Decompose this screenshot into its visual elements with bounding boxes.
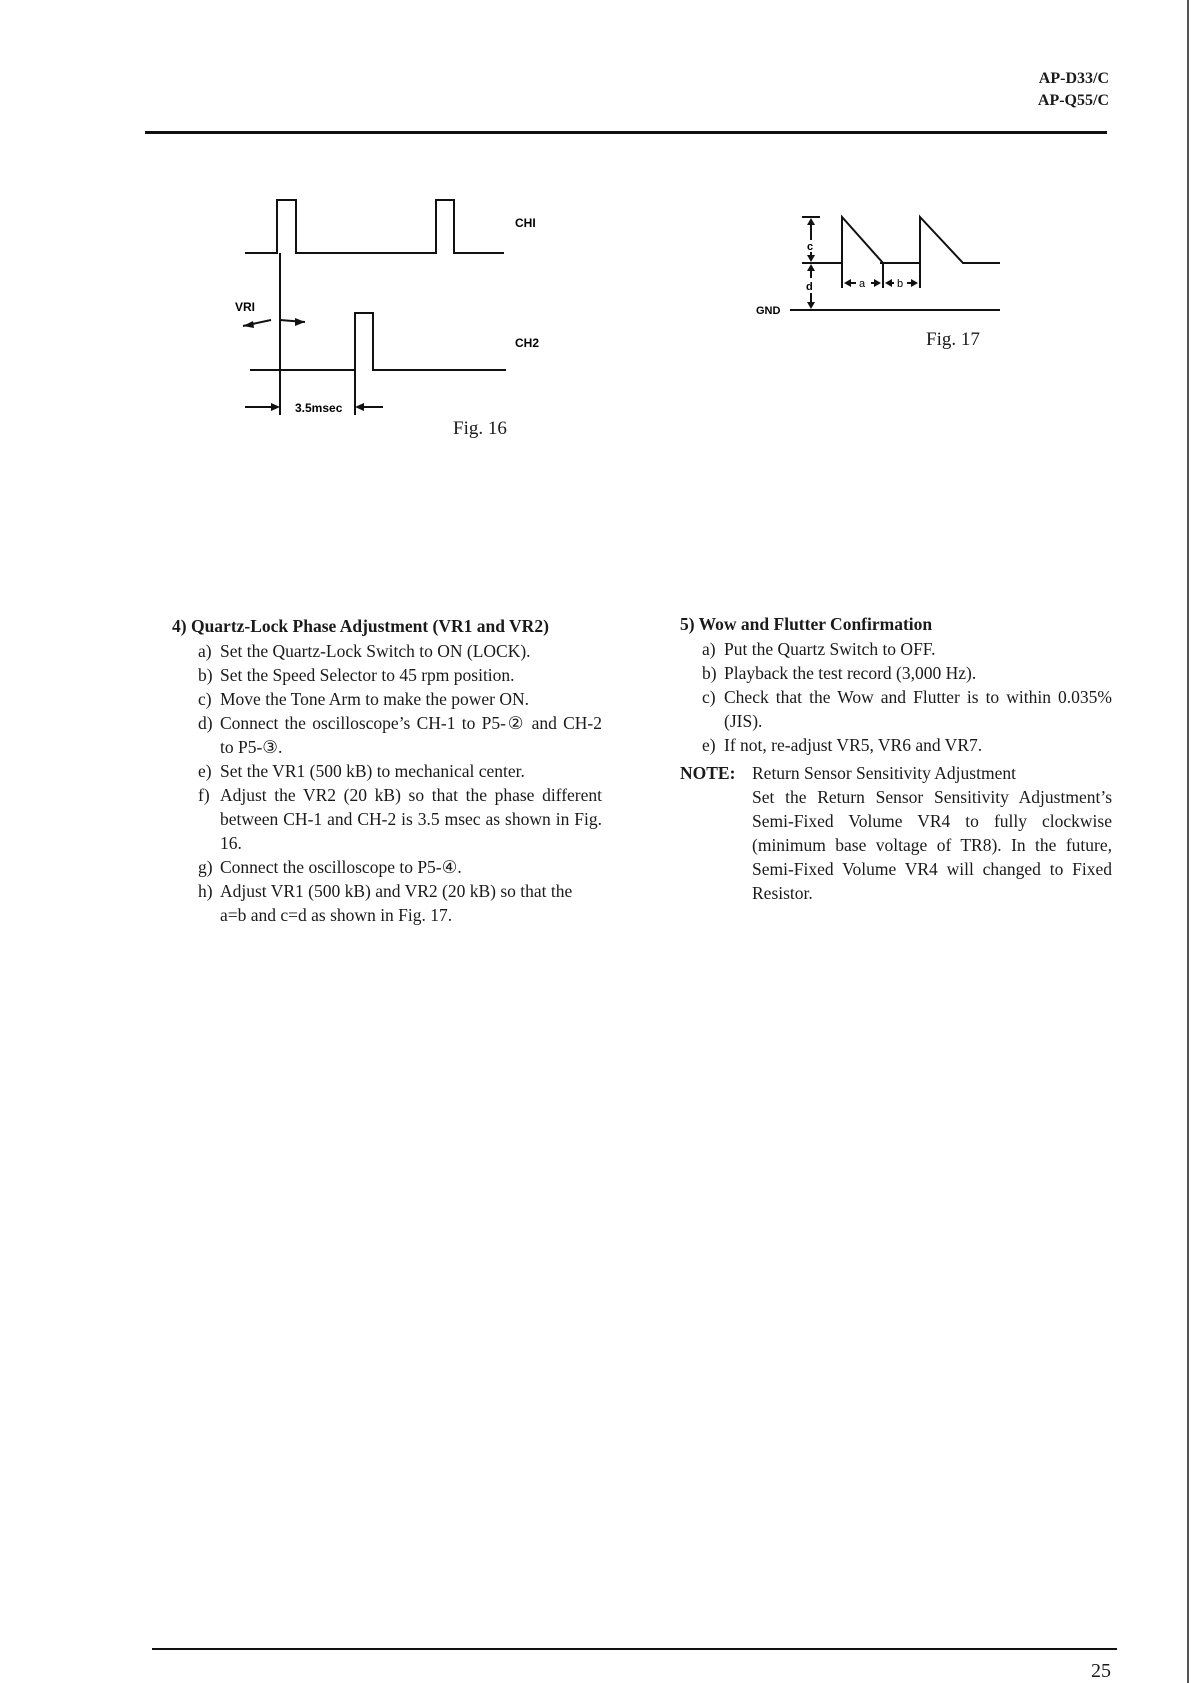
list-item: b) Set the Speed Selector to 45 rpm position. (198, 665, 515, 685)
note-block (680, 761, 1112, 905)
list-item: a) Put the Quartz Switch to OFF. (702, 639, 936, 659)
footer-rule (152, 1648, 1117, 1650)
section-5-title: 5) Wow and Flutter Confirmation (680, 614, 933, 634)
gnd-label: GND (756, 305, 781, 317)
b-label: b (897, 278, 904, 290)
page-number: 25 (1091, 1660, 1111, 1682)
fig16-diagram (225, 190, 565, 450)
list-item: g) Connect the oscilloscope to P5-④. (198, 857, 462, 877)
header-rule (145, 131, 1107, 134)
model-number-2: AP-Q55/C (1037, 92, 1109, 109)
model-number-1: AP-D33/C (1038, 70, 1109, 87)
list-item: e) Set the VR1 (500 kB) to mechanical center. (198, 761, 525, 781)
time-label: 3.5msec (295, 401, 343, 415)
d-label: d (806, 281, 813, 293)
section-5 (680, 612, 1112, 905)
note-text: Set the Return Sensor Sensitivity Adjustment’s Semi-Fixed Volume VR4 to fully clockwise (minimum base voltage of TR8). In the future, Semi-Fixed Volume VR4 will changed to Fixed Resistor. (752, 787, 1112, 903)
fig17-diagram (756, 210, 1010, 360)
list-item: a) Set the Quartz-Lock Switch to ON (LOCK). (198, 641, 531, 661)
page-edge-line (1187, 0, 1189, 1683)
section-4-title: 4) Quartz-Lock Phase Adjustment (VR1 and VR2) (172, 616, 549, 636)
ch1-waveform (245, 200, 504, 253)
list-item: c) Check that the Wow and Flutter is to within 0.035% (JIS). (702, 687, 1112, 731)
fig16-caption: Fig. 16 (453, 418, 507, 439)
note-label: NOTE: (680, 763, 736, 783)
c-label: c (807, 241, 814, 253)
list-item: b) Playback the test record (3,000 Hz). (702, 663, 977, 683)
list-item: d) Connect the oscilloscope’s CH-1 to P5-② and CH-2 to P5-③. (198, 713, 602, 757)
section-4 (172, 614, 602, 927)
ch1-label: CHI (515, 216, 536, 230)
sawtooth-waveform (810, 217, 1000, 263)
list-item: h) Adjust VR1 (500 kB) and VR2 (20 kB) so that the a=b and c=d as shown in Fig. 17. (198, 881, 573, 925)
note-title: Return Sensor Sensitivity Adjustment (752, 763, 1016, 783)
list-item: f) Adjust the VR2 (20 kB) so that the phase different between CH-1 and CH-2 is 3.5 msec as shown in Fig. 16. (198, 785, 602, 853)
vr-label: VRI (235, 300, 256, 314)
list-item: c) Move the Tone Arm to make the power ON. (198, 689, 530, 709)
list-item: e) If not, re-adjust VR5, VR6 and VR7. (702, 735, 983, 755)
ch2-label: CH2 (515, 336, 540, 350)
fig17-caption: Fig. 17 (926, 329, 980, 350)
a-label: a (859, 278, 866, 290)
